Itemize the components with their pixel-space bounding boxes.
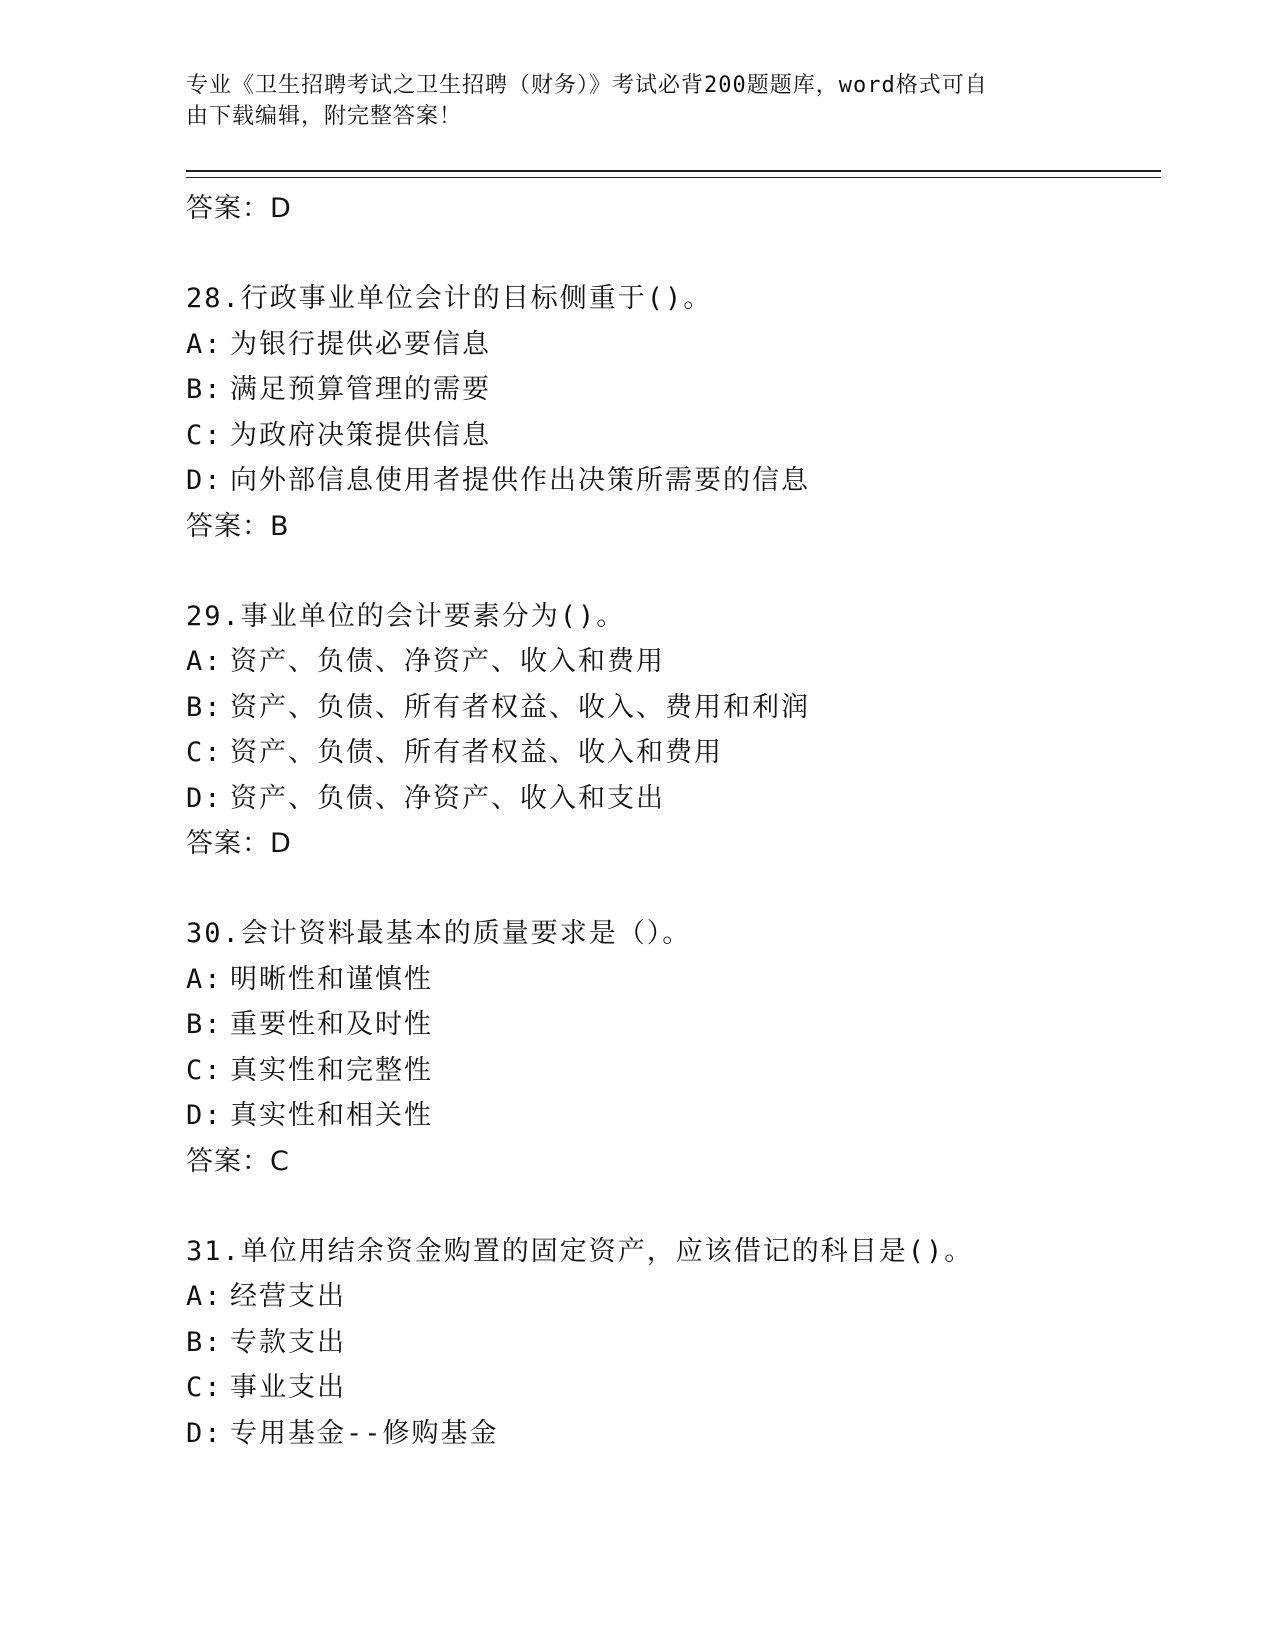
option-line xyxy=(186,730,1161,776)
option-line xyxy=(186,685,1161,731)
option-key: D: xyxy=(186,1100,223,1131)
option-text: 真实性和完整性 xyxy=(230,1054,433,1086)
question-text: 29.事业单位的会计要素分为()。 xyxy=(186,600,626,632)
option-key: C: xyxy=(186,1372,223,1403)
option-key: B: xyxy=(186,1326,223,1358)
option-key: D: xyxy=(186,465,223,496)
option-line xyxy=(186,776,1161,822)
header-line-2: 由下载编辑，附完整答案！ xyxy=(186,104,463,129)
option-text: 向外部信息使用者提供作出决策所需要的信息 xyxy=(230,465,810,496)
question-text: 31.单位用结余资金购置的固定资产，应该借记的科目是()。 xyxy=(186,1235,974,1267)
option-text: 资产、负债、净资产、收入和支出 xyxy=(230,782,665,814)
option-line xyxy=(186,639,1161,685)
option-text: 满足预算管理的需要 xyxy=(230,374,491,405)
answer-line: 答案：B xyxy=(186,510,290,542)
option-line xyxy=(186,413,1161,459)
option-key: B: xyxy=(186,374,223,405)
document-header xyxy=(186,70,1066,132)
option-key: A: xyxy=(186,646,223,677)
answer-line: 答案：C xyxy=(186,1145,290,1177)
option-key: D: xyxy=(186,1417,223,1449)
option-line xyxy=(186,1274,1161,1320)
option-line xyxy=(186,322,1161,368)
question-block xyxy=(186,1229,1161,1457)
question-block xyxy=(186,594,1161,868)
option-text: 资产、负债、所有者权益、收入和费用 xyxy=(230,737,723,768)
option-key: C: xyxy=(186,419,223,451)
option-line xyxy=(186,957,1161,1003)
option-key: D: xyxy=(186,782,223,814)
option-line xyxy=(186,1048,1161,1094)
option-text: 专款支出 xyxy=(230,1326,346,1358)
option-line xyxy=(186,1320,1161,1366)
question-block xyxy=(186,276,1161,550)
option-text: 真实性和相关性 xyxy=(230,1100,433,1131)
question-text: 28.行政事业单位会计的目标侧重于()。 xyxy=(186,283,713,314)
option-key: B: xyxy=(186,1009,223,1040)
option-line xyxy=(186,458,1161,504)
option-text: 明晰性和谨慎性 xyxy=(230,963,433,995)
header-line-1: 专业《卫生招聘考试之卫生招聘（财务）》考试必背200题题库，word格式可自 xyxy=(186,73,988,98)
option-line xyxy=(186,1365,1161,1411)
option-line xyxy=(186,1411,1161,1457)
option-text: 资产、负债、净资产、收入和费用 xyxy=(230,646,665,677)
answer-line: 答案：D xyxy=(186,828,292,859)
option-text: 为银行提供必要信息 xyxy=(230,328,491,360)
header-divider xyxy=(186,170,1161,178)
option-text: 重要性和及时性 xyxy=(230,1009,433,1040)
question-list xyxy=(186,276,1161,1456)
option-text: 经营支出 xyxy=(230,1281,346,1312)
option-key: A: xyxy=(186,328,223,360)
option-text: 专用基金--修购基金 xyxy=(230,1417,499,1449)
option-key: B: xyxy=(186,691,223,723)
option-text: 事业支出 xyxy=(230,1372,346,1403)
option-line xyxy=(186,1002,1161,1048)
option-text: 为政府决策提供信息 xyxy=(230,419,491,451)
question-block xyxy=(186,911,1161,1185)
document-page xyxy=(186,70,1161,1456)
option-text: 资产、负债、所有者权益、收入、费用和利润 xyxy=(230,691,810,723)
option-key: C: xyxy=(186,737,223,768)
question-text: 30.会计资料最基本的质量要求是（）。 xyxy=(186,918,692,949)
answer-line: 答案：D xyxy=(186,193,292,224)
option-line xyxy=(186,367,1161,413)
option-key: A: xyxy=(186,1281,223,1312)
option-key: C: xyxy=(186,1054,223,1086)
option-line xyxy=(186,1093,1161,1139)
option-key: A: xyxy=(186,963,223,995)
